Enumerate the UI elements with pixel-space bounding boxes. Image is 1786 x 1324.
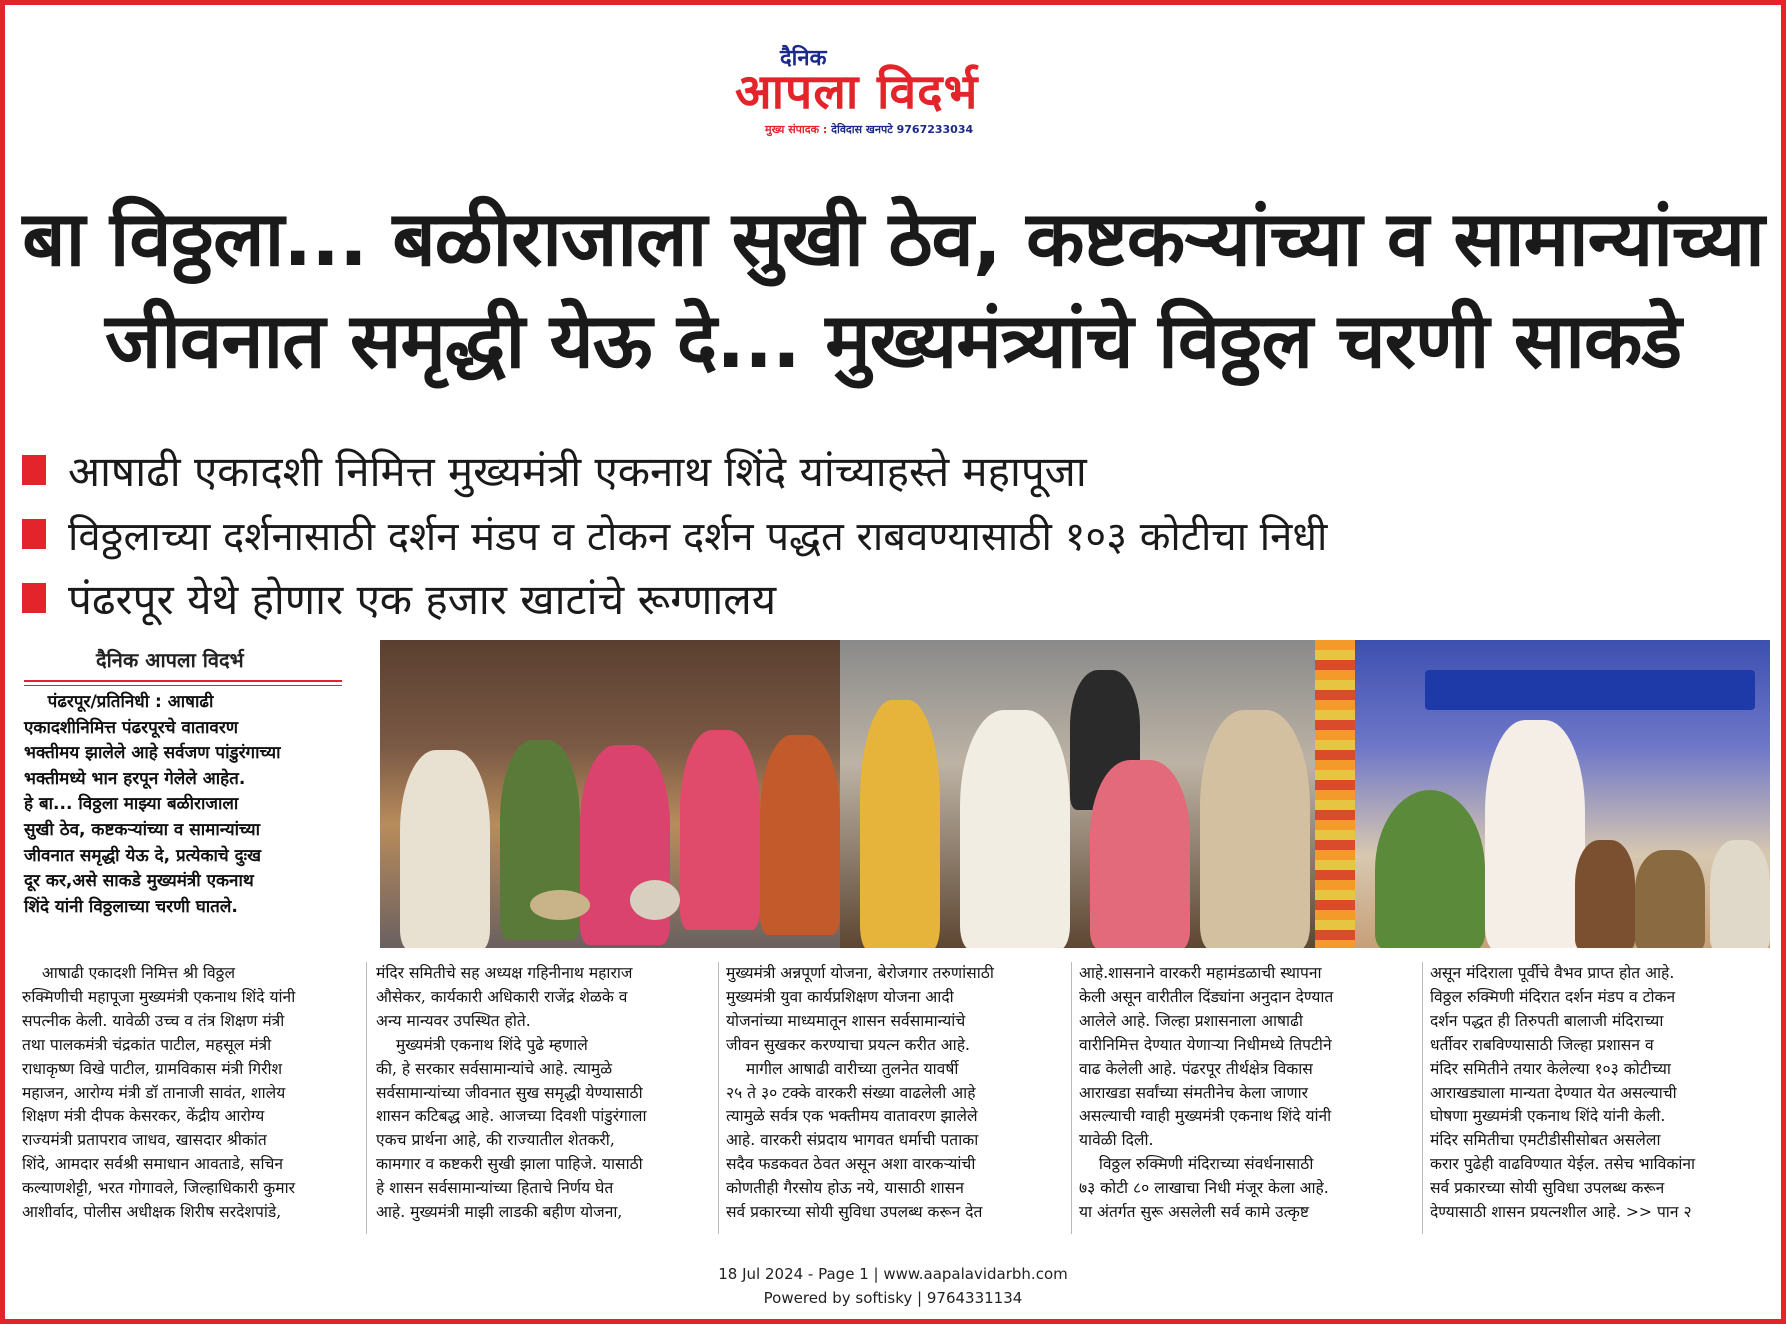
footer-date-page-url[interactable]: 18 Jul 2024 - Page 1 | www.aapalavidarbh.com bbox=[718, 1265, 1068, 1283]
column-line: आराखड्याला मान्यता देण्यात येत असल्याची bbox=[1430, 1083, 1677, 1102]
column-line: धर्तीवर राबविण्यासाठी जिल्हा प्रशासन व bbox=[1430, 1035, 1654, 1054]
intro-line: पंढरपूर/प्रतिनिधी : आषाढी bbox=[24, 692, 214, 712]
masthead-daily: दैनिक bbox=[780, 46, 827, 71]
column-line: रुक्मिणीची महापूजा मुख्यमंत्री एकनाथ शिंदे यांनी bbox=[22, 987, 296, 1006]
bullet-square-icon bbox=[22, 519, 46, 549]
column-line: मंदिर समितीचे सह अध्यक्ष गहिनीनाथ महाराज bbox=[376, 964, 633, 982]
article-column-5 bbox=[1430, 962, 1766, 1225]
column-line: एकच प्रार्थना आहे, की राज्यातील शेतकरी, bbox=[376, 1131, 615, 1150]
column-line: यावेळी दिली. bbox=[1079, 1131, 1154, 1150]
article-column-2 bbox=[376, 962, 712, 1225]
column-line: राधाकृष्ण विखे पाटील, ग्रामविकास मंत्री गिरीश bbox=[22, 1059, 283, 1078]
column-line: कल्याणशेट्टी, भरत गोगावले, जिल्हाधिकारी कुमार bbox=[22, 1179, 296, 1198]
column-line: असल्याची ग्वाही मुख्यमंत्री एकनाथ शिंदे यांनी bbox=[1079, 1107, 1332, 1126]
photo-mahapuja bbox=[380, 640, 840, 948]
headline-line-1: बा विठ्ठला... बळीराजाला सुखी ठेव, कष्टकऱ्यांच्या व सामान्यांच्या bbox=[22, 194, 1764, 283]
column-separator bbox=[366, 962, 367, 1234]
column-line: सर्व प्रकारच्या सोयी सुविधा उपलब्ध करून bbox=[1430, 1179, 1665, 1198]
photo-vitthal-darshan bbox=[840, 640, 1315, 948]
column-line: सर्वसामान्यांच्या जीवनात सुख समृद्धी येण्यासाठी bbox=[376, 1083, 643, 1102]
column-line: मुख्यमंत्री एकनाथ शिंदे पुढे म्हणाले bbox=[376, 1035, 588, 1054]
column-line: शासन कटिबद्ध आहे. आजच्या दिवशी पांडुरंगाला bbox=[376, 1107, 647, 1126]
column-line: योजनांच्या माध्यमातून शासन सर्वसामान्यांचे bbox=[726, 1011, 966, 1030]
highlight-text: विठ्ठलाच्या दर्शनासाठी दर्शन मंडप व टोकन दर्शन पद्धत राबवण्यासाठी १०३ कोटीचा निधी bbox=[68, 513, 1328, 560]
column-line: सर्व प्रकारच्या सोयी सुविधा उपलब्ध करून देत bbox=[726, 1203, 983, 1222]
column-line: शिंदे, आमदार सर्वश्री समाधान आवताडे, सचिन bbox=[22, 1155, 284, 1174]
photo-strip bbox=[380, 640, 1770, 948]
intro-line: एकादशीनिमित्त पंढरपूरचे वातावरण bbox=[24, 717, 239, 738]
column-separator bbox=[1422, 962, 1423, 1234]
article-column-4 bbox=[1079, 962, 1415, 1225]
column-line: करार पुढेही वाढविण्यात येईल. तसेच भाविकांना bbox=[1430, 1155, 1696, 1174]
column-line: घोषणा मुख्यमंत्री एकनाथ शिंदे यांनी केली. bbox=[1430, 1107, 1666, 1126]
intro-line: सुखी ठेव, कष्टकऱ्यांच्या व सामान्यांच्या bbox=[24, 819, 261, 840]
column-line: विठ्ठल रुक्मिणी मंदिराच्या संवर्धनासाठी bbox=[1079, 1155, 1314, 1174]
column-separator bbox=[1071, 962, 1072, 1234]
intro-line: दूर कर,असे साकडे मुख्यमंत्री एकनाथ bbox=[24, 871, 254, 892]
column-line: आशीर्वाद, पोलीस अधीक्षक शिरीष सरदेशपांडे, bbox=[22, 1203, 282, 1222]
column-line: ७३ कोटी ८० लाखाचा निधी मंजूर केला आहे. bbox=[1079, 1179, 1329, 1198]
article-column-1 bbox=[22, 962, 358, 1225]
masthead-title: आपला विदर्भ bbox=[735, 64, 979, 120]
column-line: मंदिर समितीचा एमटीडीसीसोबत असलेला bbox=[1430, 1131, 1661, 1150]
intro-line: जीवनात समृद्धी येऊ दे, प्रत्येकाचे दुःख bbox=[24, 845, 262, 866]
column-line: औसेकर, कार्यकारी अधिकारी राजेंद्र शेळके व bbox=[376, 987, 628, 1006]
intro-line: शिंदे यांनी विठ्ठलाच्या चरणी घातले. bbox=[24, 896, 238, 917]
column-line-continued-link[interactable]: देण्यासाठी शासन प्रयत्नशील आहे. >> पान २ bbox=[1430, 1203, 1692, 1222]
highlight-text: पंढरपूर येथे होणार एक हजार खाटांचे रूग्णालय bbox=[68, 574, 777, 624]
column-line: आहे.शासनाने वारकरी महामंडळाची स्थापना bbox=[1079, 964, 1322, 982]
article-column-3 bbox=[726, 962, 1062, 1225]
bullet-square-icon bbox=[22, 455, 46, 485]
highlights bbox=[22, 438, 1766, 630]
column-separator bbox=[718, 962, 719, 1234]
divider bbox=[24, 680, 342, 682]
intro-line: भक्तीमध्ये भान हरपून गेलेले आहेत. bbox=[24, 768, 246, 789]
column-line: विठ्ठल रुक्मिणी मंदिरात दर्शन मंडप व टोकन bbox=[1430, 987, 1676, 1006]
column-line: राज्यमंत्री प्रतापराव जाधव, खासदार श्रीकांत bbox=[22, 1131, 267, 1150]
headline bbox=[20, 188, 1766, 392]
headline-line-2: जीवनात समृद्धी येऊ दे... मुख्यमंत्र्यांचे विठ्ठल चरणी साकडे bbox=[104, 296, 1681, 385]
column-line: की, हे सरकार सर्वसामान्यांचे आहे. त्यामुळे bbox=[376, 1059, 613, 1078]
column-line: आषाढी एकादशी निमित्त श्री विठ्ठल bbox=[22, 964, 236, 982]
column-line: सदैव फडकवत ठेवत असून अशा वारकऱ्यांची bbox=[726, 1155, 976, 1174]
intro-paragraph bbox=[24, 690, 342, 920]
column-line: आराखडा सर्वांच्या संमतीनेच केला जाणार bbox=[1079, 1083, 1309, 1102]
highlight-item bbox=[22, 502, 1766, 566]
column-line: वाढ केलेली आहे. पंढरपूर तीर्थक्षेत्र विकास bbox=[1079, 1059, 1313, 1078]
divider bbox=[24, 685, 342, 686]
column-line: कोणतीही गैरसोय होऊ नये, यासाठी शासन bbox=[726, 1179, 964, 1198]
column-line: तथा पालकमंत्री चंद्रकांत पाटील, महसूल मंत्री bbox=[22, 1035, 272, 1054]
column-line: २५ ते ३० टक्के वारकरी संख्या वाढलेली आहे bbox=[726, 1083, 976, 1102]
article-body bbox=[22, 962, 1766, 1234]
column-line: हे शासन सर्वसामान्यांच्या हिताचे निर्णय घेत bbox=[376, 1179, 614, 1198]
bullet-square-icon bbox=[22, 583, 46, 613]
highlight-item bbox=[22, 566, 1766, 630]
masthead-editor bbox=[765, 122, 973, 137]
column-line: मागील आषाढी वारीच्या तुलनेत यावर्षी bbox=[726, 1059, 959, 1078]
photo-cm-speech bbox=[1315, 640, 1770, 948]
column-line: त्यामुळे सर्वत्र एक भक्तीमय वातावरण झालेले bbox=[726, 1107, 978, 1126]
column-line: कामगार व कष्टकरी सुखी झाला पाहिजे. यासाठी bbox=[376, 1155, 643, 1174]
column-line: मुख्यमंत्री अन्नपूर्णा योजना, बेरोजगार तरुणांसाठी bbox=[726, 964, 994, 982]
column-line: मंदिर समितीने तयार केलेल्या १०३ कोटीच्या bbox=[1430, 1059, 1671, 1078]
editor-name: देविदास खनपटे 9767233034 bbox=[831, 123, 974, 136]
column-line: अन्य मान्यवर उपस्थित होते. bbox=[376, 1011, 531, 1030]
intro-line: भक्तीमय झालेले आहे सर्वजण पांडुरंगाच्या bbox=[24, 743, 281, 764]
column-line: मुख्यमंत्री युवा कार्यप्रशिक्षण योजना आदी bbox=[726, 987, 954, 1006]
column-line: जीवन सुखकर करण्याचा प्रयत्न करीत आहे. bbox=[726, 1035, 970, 1054]
column-line: आहे. वारकरी संप्रदाय भागवत धर्माची पताका bbox=[726, 1131, 979, 1150]
column-line: महाजन, आरोग्य मंत्री डॉ तानाजी सावंत, शालेय bbox=[22, 1083, 286, 1102]
column-line: असून मंदिराला पूर्वीचे वैभव प्राप्त होत आहे. bbox=[1430, 964, 1675, 982]
column-line: आहे. मुख्यमंत्री माझी लाडकी बहीण योजना, bbox=[376, 1203, 623, 1222]
page-footer bbox=[0, 1262, 1786, 1310]
footer-powered-by: Powered by softisky | 9764331134 bbox=[763, 1289, 1023, 1307]
column-line: सपत्नीक केली. यावेळी उच्च व तंत्र शिक्षण मंत्री bbox=[22, 1011, 285, 1030]
column-line: शिक्षण मंत्री दीपक केसरकर, केंद्रीय आरोग्य bbox=[22, 1107, 265, 1126]
highlight-item bbox=[22, 438, 1766, 502]
editor-label: मुख्य संपादक : bbox=[765, 123, 828, 136]
intro-line: हे बा... विठ्ठला माझ्या बळीराजाला bbox=[24, 794, 239, 815]
column-line: या अंतर्गत सुरू असलेली सर्व कामे उत्कृष्ट bbox=[1079, 1203, 1309, 1222]
column-line: दर्शन पद्धत ही तिरुपती बालाजी मंदिराच्या bbox=[1430, 1011, 1664, 1030]
column-line: आलेले आहे. जिल्हा प्रशासनाला आषाढी bbox=[1079, 1011, 1303, 1030]
column-line: केली असून वारीतील दिंड्यांना अनुदान देण्यात bbox=[1079, 987, 1334, 1006]
byline: दैनिक आपला विदर्भ bbox=[96, 648, 244, 672]
column-line: वारीनिमित्त देण्यात येणाऱ्या निधीमध्ये तिपटीने bbox=[1079, 1035, 1332, 1054]
highlight-text: आषाढी एकादशी निमित्त मुख्यमंत्री एकनाथ शिंदे यांच्याहस्ते महापूजा bbox=[68, 446, 1087, 496]
